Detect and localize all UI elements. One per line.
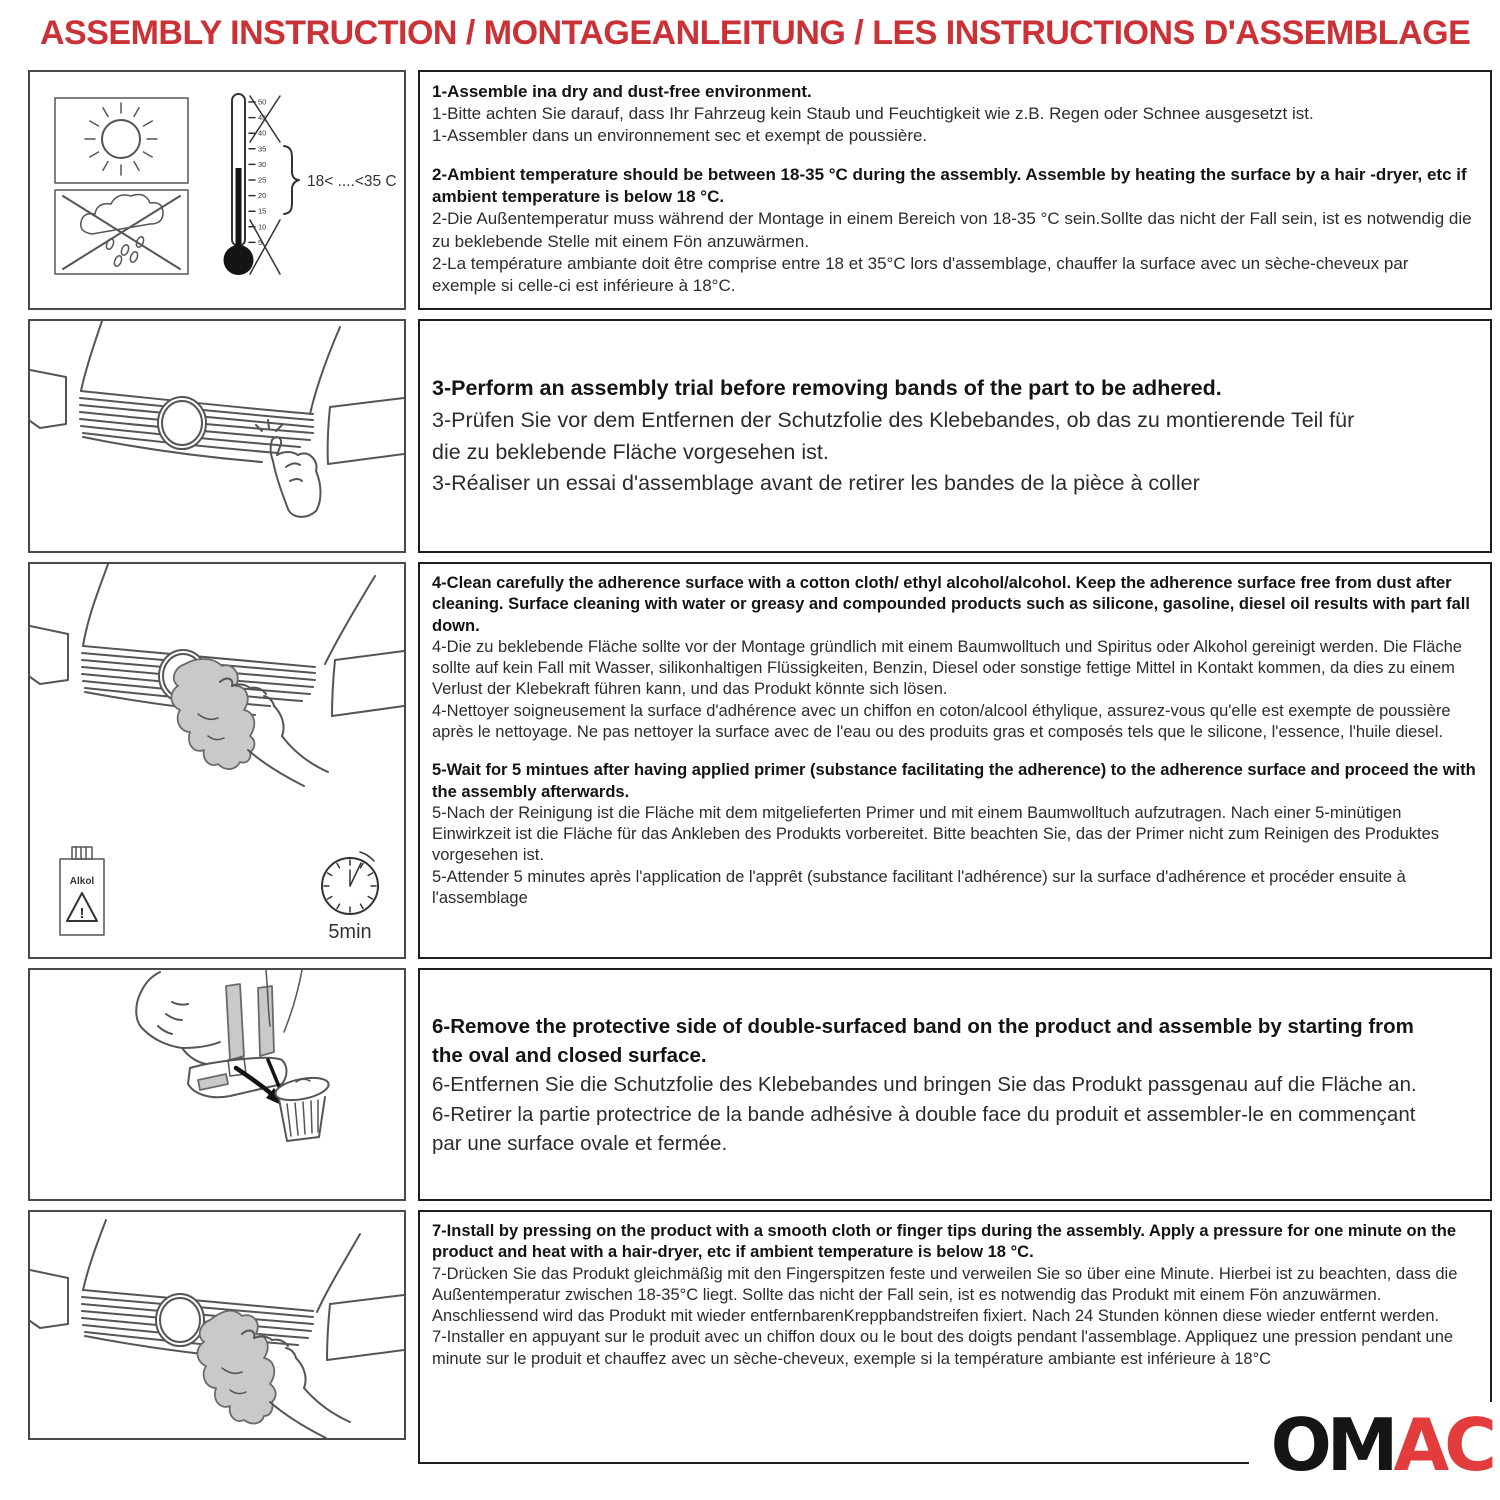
instruction-6-fr: 6-Retirer la partie protectrice de la bande adhésive à double face du produit et assembler-le en commençant par une surface ovale et fermée. [432, 1102, 1416, 1155]
svg-text:5: 5 [258, 237, 263, 247]
instruction-7-fr: 7-Installer en appuyant sur le produit avec un chiffon doux ou le bout des doigts pendant l'assemblage. Appliquez une pression pendant une minute sur le produit et chauffez avec un sèche-cheveux, exemple si la température ambiante est inférieure à 18°C [432, 1328, 1454, 1368]
instruction-1-de: 1-Bitte achten Sie darauf, dass Ihr Fahrzeug kein Staub und Feuchtigkeit wie z.B. Regen oder Schnee ausgesetzt ist. [432, 104, 1314, 124]
illustration-box-trial [28, 319, 406, 553]
car-grille-drawing [30, 321, 404, 464]
instruction-2-de: 2-Die Außentemperatur muss während der Montage in einem Bereich von 18-35 °C sein.Sollte das nicht der Fall sein, ist es notwendig die zu beklebende Stelle mit einem Fön anzuwärmen. [432, 209, 1472, 251]
illustration-box-climate [28, 70, 406, 310]
instruction-block-2 [432, 164, 1476, 297]
instruction-block-7 [432, 1221, 1476, 1370]
svg-text:35: 35 [258, 144, 267, 154]
svg-text:50: 50 [258, 97, 267, 107]
temperature-range-label: 18< ....<35 C [307, 173, 397, 190]
illustration-box-press [28, 1210, 406, 1440]
instruction-block-1 [432, 81, 1476, 147]
section-row-clean [28, 562, 1492, 959]
instruction-3-de: 3-Prüfen Sie vor dem Entfernen der Schutzfolie des Klebebandes, ob das zu montierende Teil für die zu beklebende Fläche vorgesehen ist. [432, 407, 1355, 464]
text-box-trial [418, 319, 1492, 553]
svg-text:25: 25 [258, 175, 267, 185]
section-row-trial [28, 319, 1492, 553]
instruction-block-6 [432, 1012, 1432, 1158]
svg-text:20: 20 [258, 191, 267, 201]
page-title: ASSEMBLY INSTRUCTION / MONTAGEANLEITUNG / LES INSTRUCTIONS D'ASSEMBLAGE [40, 14, 1471, 52]
instruction-4-fr: 4-Nettoyer soigneusement la surface d'adhérence avec un chiffon en coton/alcool éthylique, assurez-vous qu'elle est exempte de poussière après le nettoyage. Ne pas nettoyer la surface avec de l'eau ou des produits gras et composés tels que le silicone, l'essence, l'huile diesel. [432, 701, 1451, 741]
instruction-rows [28, 70, 1492, 1473]
warning-exclamation: ! [79, 905, 85, 922]
instruction-7-en: 7-Install by pressing on the product with a smooth cloth or finger tips during the assembly. Apply a pressure for one minute on the product and heat with a hair-dryer, etc if ambient temperature is below 18 °C. [432, 1222, 1457, 1262]
svg-text:40: 40 [258, 128, 267, 138]
timer-icon [322, 852, 378, 943]
svg-text:15: 15 [258, 206, 267, 216]
thermometer-icon [224, 94, 397, 275]
timer-label: 5min [328, 921, 372, 943]
bottle-label: Alkol [69, 876, 95, 887]
instruction-5-en: 5-Wait for 5 mintues after having applied primer (substance facilitating the adherence) to the adherence surface and proceed the with the assembly afterwards. [432, 761, 1476, 801]
instruction-2-en: 2-Ambient temperature should be between 18-35 °C during the assembly. Assemble by heating the surface by a hair -dryer, etc if ambient temperature is below 18 °C. [432, 165, 1467, 207]
illustration-box-clean [28, 562, 406, 959]
svg-text:45: 45 [258, 113, 267, 123]
text-box-climate [418, 70, 1492, 310]
instruction-3-en: 3-Perform an assembly trial before removing bands of the part to be adhered. [432, 375, 1222, 400]
band-removal-illustration [30, 970, 404, 1199]
instruction-block-5 [432, 760, 1476, 909]
instruction-7-de: 7-Drücken Sie das Produkt gleichmäßig mit den Fingerspitzen feste und verweilen Sie so über eine Minute. Hierbei ist zu beachten, dass die Außentemperatur zwischen 18-35°C liegt. Sollte das nicht der Fall sein, ist es notwendig das Produkt mit einem Fön anzuwärmen. Anschliessend wird das Produkt mit wieder entfernbarenKreppbandstreifen fixiert. Nach 24 Stunden können diese wieder entfernt werden. [432, 1264, 1458, 1326]
svg-text:10: 10 [258, 222, 267, 232]
section-row-band [28, 968, 1492, 1201]
instruction-1-en: 1-Assemble ina dry and dust-free environment. [432, 82, 812, 101]
instruction-3-fr: 3-Réaliser un essai d'assemblage avant de retirer les bandes de la pièce à coller [432, 471, 1200, 496]
text-box-clean [418, 562, 1492, 959]
instruction-2-fr: 2-La température ambiante doit être comprise entre 18 et 35°C lors d'assemblage, chauffer la surface avec un sèche-cheveux par exemple si celle-ci est inférieure à 18°C. [432, 253, 1409, 295]
instruction-5-de: 5-Nach der Reinigung ist die Fläche mit dem mitgelieferten Primer und mit einem Baumwolltuch aufzutragen. Nach einer 5-minütigen Einwirkzeit ist die Fläche für das Ankleben des Produkts vorbereitet. Bitte beachten Sie, das der Primer nicht zum Reinigen des Produktes vorgesehen ist. [432, 803, 1440, 865]
pointing-hand-drawing [256, 420, 321, 517]
instruction-4-de: 4-Die zu beklebende Fläche sollte vor der Montage gründlich mit einem Baumwolltuch und Spiritus oder Alkohol gereinigt werden. Die Fläche sollte auf kein Fall mit Wasser, silikonhaltigen Flüssigkeiten, Benzin, Diesel oder sonstige fettige Mittel in Kontakt kommen, da dies zu einem Verlust der Klebekraft führen kann, und das Produkt könnte sich lösen. [432, 637, 1462, 699]
instruction-6-en: 6-Remove the protective side of double-surfaced band on the product and assemble by starting from the oval and closed surface. [432, 1015, 1414, 1068]
omac-logo [1249, 1402, 1492, 1489]
peeling-hand-drawing [136, 972, 220, 1064]
grille-pressing-illustration [30, 1212, 404, 1438]
instruction-5-fr: 5-Attender 5 minutes après l'application de l'apprêt (substance facilitant l'adhérence) sur la surface d'adhérence et procéder ensuite à l'assemblage [432, 867, 1406, 907]
section-row-climate [28, 70, 1492, 310]
text-box-band [418, 968, 1492, 1201]
instruction-block-4 [432, 573, 1476, 743]
omac-logo-red-letters: AC [1393, 1403, 1492, 1487]
omac-logo-black-letters: OM [1270, 1403, 1394, 1487]
sun-icon [55, 98, 188, 183]
instruction-6-de: 6-Entfernen Sie die Schutzfolie des Klebebandes und bringen Sie das Produkt passgenau auf die Fläche an. [432, 1073, 1417, 1097]
climate-conditions-illustration [30, 72, 404, 308]
svg-text:30: 30 [258, 159, 267, 169]
grille-cleaning-illustration [30, 564, 404, 957]
instruction-block-3 [432, 373, 1382, 500]
illustration-box-band [28, 968, 406, 1201]
instruction-4-en: 4-Clean carefully the adherence surface with a cotton cloth/ ethyl alcohol/alcohol. Keep the adherence surface free from dust after cleaning. Surface cleaning with water or greasy and compounded products such as silicone, gasoline, diesel oil results with part fall down. [432, 574, 1470, 635]
grille-trial-illustration [30, 321, 404, 551]
excluded-range-cross-icons [250, 96, 280, 274]
cleaning-cloth-drawing [171, 659, 254, 769]
alcohol-bottle-icon [60, 847, 104, 935]
no-rain-icon [55, 190, 188, 274]
instruction-1-fr: 1-Assembler dans un environnement sec et exempt de poussière. [432, 126, 928, 146]
